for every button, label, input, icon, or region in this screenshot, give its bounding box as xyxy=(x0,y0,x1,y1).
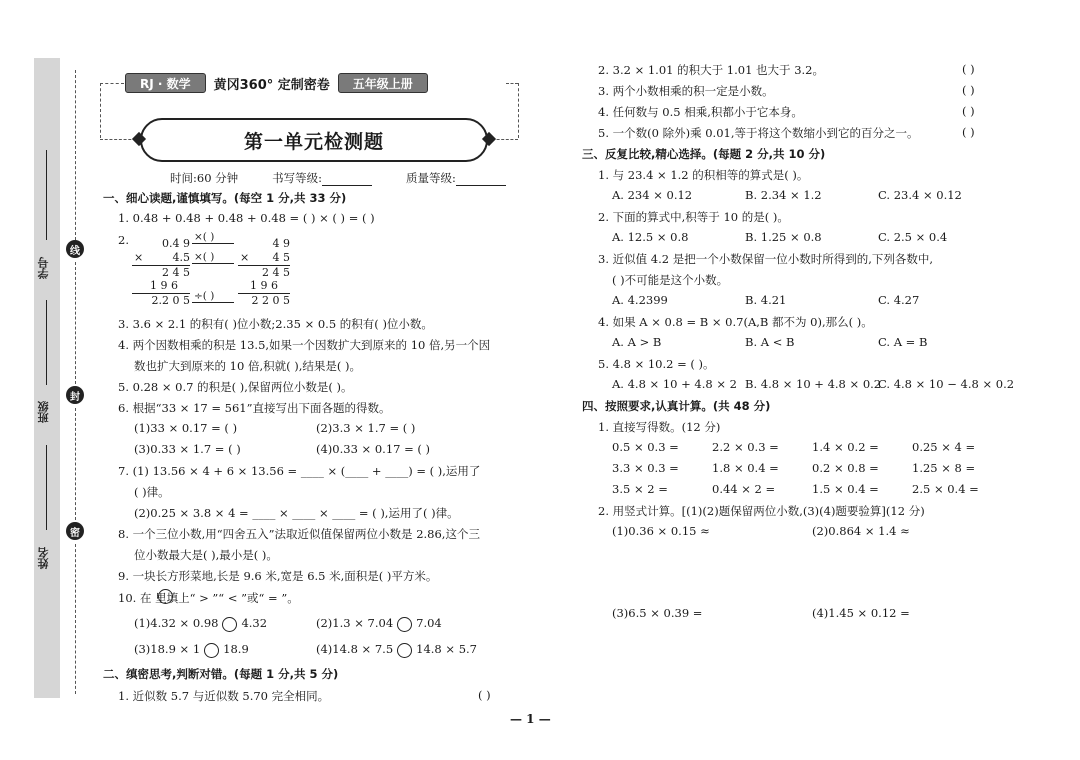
meta-line xyxy=(170,170,530,186)
grid-r2-c0: 3.5 × 2 = xyxy=(612,482,668,496)
s4-q2-4: (4)1.45 × 0.12 = xyxy=(812,606,910,620)
q7-1-line1: 7. (1) 13.56 × 4 + 6 × 13.56 = ____ × (____ + ____) = ( ),运用了 xyxy=(118,464,481,478)
calc2-r5: 2 2 0 5 xyxy=(251,294,290,307)
subject-pill: RJ · 数学 xyxy=(125,73,206,93)
dash-1 xyxy=(75,70,76,240)
calc2-r4: 1 9 6 xyxy=(250,279,278,292)
grade-pill: 五年级上册 xyxy=(338,73,428,93)
grid-r1-c3: 1.25 × 8 = xyxy=(912,461,976,475)
binding-strip xyxy=(34,58,60,698)
q2-mid1: ×( ) xyxy=(194,231,215,243)
q2-mid3: ÷( ) xyxy=(194,290,215,302)
s4-q2-2: (2)0.864 × 1.4 ≈ xyxy=(812,524,910,538)
q6-2: (2)3.3 × 1.7 = ( ) xyxy=(316,421,416,435)
s3-q5-b[interactable]: B. 4.8 × 10 + 4.8 × 0.2 xyxy=(745,377,882,391)
s3-q1-c[interactable]: C. 23.4 × 0.12 xyxy=(878,188,962,202)
s3-q2-c[interactable]: C. 2.5 × 0.4 xyxy=(878,230,948,244)
s3-q3-line1: 3. 近似值 4.2 是把一个小数保留一位小数时所得到的,下列各数中, xyxy=(598,252,934,266)
label-banji: 班级 xyxy=(37,401,50,423)
grid-r0-c1: 2.2 × 0.3 = xyxy=(712,440,779,454)
calc1-r4: 1 9 6 xyxy=(150,279,178,292)
q2-calc-left xyxy=(130,235,190,305)
dash-2 xyxy=(75,262,76,384)
s2-q5-paren[interactable]: ( ) xyxy=(962,125,975,139)
s2-q2-paren[interactable]: ( ) xyxy=(962,62,975,76)
xuehao-line xyxy=(46,150,47,240)
dash-4 xyxy=(75,544,76,694)
section-3-title: 三、反复比较,精心选择。(每题 2 分,共 10 分) xyxy=(582,147,826,161)
q2-mid2: ×( ) xyxy=(194,251,215,263)
grid-r2-c2: 1.5 × 0.4 = xyxy=(812,482,879,496)
calc1-op: × xyxy=(134,251,144,264)
s4-q2: 2. 用竖式计算。[(1)(2)题保留两位小数,(3)(4)题要验算](12 分) xyxy=(598,504,925,518)
q10-example-circle xyxy=(158,589,173,604)
calc2-r2: 4 5 xyxy=(272,251,290,264)
title-dash-left xyxy=(100,139,136,140)
section-4-title: 四、按照要求,认真计算。(共 48 分) xyxy=(582,399,771,413)
s3-q3-line2: ( )不可能是这个小数。 xyxy=(612,273,729,287)
q10-4: (4)14.8 × 7.5 14.8 × 5.7 xyxy=(316,642,477,656)
header-dash-right xyxy=(506,83,518,84)
s3-q4-c[interactable]: C. A = B xyxy=(878,335,928,349)
header-banner xyxy=(125,72,505,94)
calc2-op: × xyxy=(240,251,250,264)
s3-q4-b[interactable]: B. A < B xyxy=(745,335,795,349)
header-vdash-left xyxy=(100,83,101,138)
grid-r1-c1: 1.8 × 0.4 = xyxy=(712,461,779,475)
grid-r1-c2: 0.2 × 0.8 = xyxy=(812,461,879,475)
s2-q4-paren[interactable]: ( ) xyxy=(962,104,975,118)
s2-q3-paren[interactable]: ( ) xyxy=(962,83,975,97)
writing-grade: 书写等级: xyxy=(272,170,372,186)
s3-q1: 1. 与 23.4 × 1.2 的积相等的算式是( )。 xyxy=(598,168,809,182)
calc2-r3: 2 4 5 xyxy=(262,266,290,279)
q7-2: (2)0.25 × 3.8 × 4 = ____ × ____ × ____ = ( ),运用了( )律。 xyxy=(134,506,459,520)
calc2-r1: 4 9 xyxy=(272,237,290,250)
grid-r2-c3: 2.5 × 0.4 = xyxy=(912,482,979,496)
s2-q4: 4. 任何数与 0.5 相乘,积都小于它本身。 xyxy=(598,105,803,119)
q1: 1. 0.48 + 0.48 + 0.48 + 0.48 = ( ) × ( ) = ( ) xyxy=(118,211,375,225)
s3-q2: 2. 下面的算式中,积等于 10 的是( )。 xyxy=(598,210,789,224)
dot-feng: 封 xyxy=(66,386,84,404)
q6-4: (4)0.33 × 0.17 = ( ) xyxy=(316,442,431,456)
section-1-title: 一、细心读题,谨慎填写。(每空 1 分,共 33 分) xyxy=(103,191,347,205)
q4-line2: 数也扩大到原来的 10 倍,积就( ),结果是( )。 xyxy=(134,359,362,373)
s3-q3-a[interactable]: A. 4.2399 xyxy=(612,293,668,307)
label-xingming: 姓名 xyxy=(37,547,50,569)
dash-3 xyxy=(75,408,76,520)
q3: 3. 3.6 × 2.1 的积有( )位小数;2.35 × 0.5 的积有( )位小数。 xyxy=(118,317,433,331)
brand-text: 黄冈360° 定制密卷 xyxy=(213,77,330,93)
s2-q5: 5. 一个数(0 除外)乘 0.01,等于将这个数缩小到它的百分之一。 xyxy=(598,126,919,140)
banji-line xyxy=(46,300,47,385)
calc1-r5: 2.2 0 5 xyxy=(151,294,190,307)
grid-r0-c2: 1.4 × 0.2 = xyxy=(812,440,879,454)
q2-arrow2 xyxy=(192,263,234,264)
s3-q2-b[interactable]: B. 1.25 × 0.8 xyxy=(745,230,822,244)
s3-q4-a[interactable]: A. A > B xyxy=(612,335,662,349)
q10-2: (2)1.3 × 7.04 7.04 xyxy=(316,616,442,630)
s3-q1-a[interactable]: A. 234 × 0.12 xyxy=(612,188,693,202)
q7-1-line2: ( )律。 xyxy=(134,485,170,499)
s2-q3: 3. 两个小数相乘的积一定是小数。 xyxy=(598,84,774,98)
s3-q5: 5. 4.8 × 10.2 = ( )。 xyxy=(598,357,715,371)
q2-arrow3 xyxy=(192,302,234,303)
q6: 6. 根据“33 × 17 = 561”直接写出下面各题的得数。 xyxy=(118,401,391,415)
s2-q2: 2. 3.2 × 1.01 的积大于 1.01 也大于 3.2。 xyxy=(598,63,824,77)
grid-r0-c0: 0.5 × 0.3 = xyxy=(612,440,679,454)
dot-xian: 线 xyxy=(66,240,84,258)
q9: 9. 一块长方形菜地,长是 9.6 米,宽是 6.5 米,面积是( )平方米。 xyxy=(118,569,438,583)
q10: 10. 在 里填上“ > ”“ < ”或“ = ”。 xyxy=(118,591,299,605)
s3-q2-a[interactable]: A. 12.5 × 0.8 xyxy=(612,230,689,244)
q10-1-circle[interactable] xyxy=(222,617,237,632)
q2-arrow1 xyxy=(192,243,234,244)
q6-3: (3)0.33 × 1.7 = ( ) xyxy=(134,442,241,456)
q8-line1: 8. 一个三位小数,用“四舍五入”法取近似值保留两位小数是 2.86,这个三 xyxy=(118,527,480,541)
calc1-r3: 2 4 5 xyxy=(162,266,190,279)
s4-q2-3: (3)6.5 × 0.39 = xyxy=(612,606,703,620)
header-vdash-right xyxy=(518,83,519,138)
label-xuehao: 学号 xyxy=(37,257,50,279)
q10-3-circle[interactable] xyxy=(204,643,219,658)
s3-q3-c[interactable]: C. 4.27 xyxy=(878,293,920,307)
s3-q5-c[interactable]: C. 4.8 × 10 − 4.8 × 0.2 xyxy=(878,377,1015,391)
s3-q1-b[interactable]: B. 2.34 × 1.2 xyxy=(745,188,822,202)
q10-3: (3)18.9 × 1 18.9 xyxy=(134,642,249,656)
grid-r2-c1: 0.44 × 2 = xyxy=(712,482,776,496)
s3-q3-b[interactable]: B. 4.21 xyxy=(745,293,787,307)
header-dash-left xyxy=(100,83,124,84)
time-limit: 时间:60 分钟 xyxy=(170,171,239,185)
dot-mi: 密 xyxy=(66,522,84,540)
q2-label: 2. xyxy=(118,233,129,247)
q8-line2: 位小数最大是( ),最小是( )。 xyxy=(134,548,278,562)
q4-line1: 4. 两个因数相乘的积是 13.5,如果一个因数扩大到原来的 10 倍,另一个因 xyxy=(118,338,491,352)
q10-2-circle[interactable] xyxy=(397,617,412,632)
s2-q1-paren[interactable]: ( ) xyxy=(478,688,491,702)
q10-1: (1)4.32 × 0.98 4.32 xyxy=(134,616,268,630)
s4-q2-1: (1)0.36 × 0.15 ≈ xyxy=(612,524,710,538)
s3-q5-a[interactable]: A. 4.8 × 10 + 4.8 × 2 xyxy=(612,377,737,391)
quality-grade: 质量等级: xyxy=(406,170,506,186)
grid-r0-c3: 0.25 × 4 = xyxy=(912,440,976,454)
calc1-r2: 4.5 xyxy=(172,251,190,264)
section-2-title: 二、缜密思考,判断对错。(每题 1 分,共 5 分) xyxy=(103,667,339,681)
grid-r1-c0: 3.3 × 0.3 = xyxy=(612,461,679,475)
page-number: — 1 — xyxy=(510,712,551,726)
page-title: 第一单元检测题 xyxy=(140,118,488,162)
calc1-r1: 0.4 9 xyxy=(162,237,190,250)
q6-1: (1)33 × 0.17 = ( ) xyxy=(134,421,238,435)
q10-4-circle[interactable] xyxy=(397,643,412,658)
q5: 5. 0.28 × 0.7 的积是( ),保留两位小数是( )。 xyxy=(118,380,353,394)
xingming-line xyxy=(46,445,47,530)
s2-q1: 1. 近似数 5.7 与近似数 5.70 完全相同。 xyxy=(118,689,330,703)
s3-q4: 4. 如果 A × 0.8 = B × 0.7(A,B 都不为 0),那么( )。 xyxy=(598,315,873,329)
s4-q1: 1. 直接写得数。(12 分) xyxy=(598,420,721,434)
q2-calc-right xyxy=(236,235,290,305)
